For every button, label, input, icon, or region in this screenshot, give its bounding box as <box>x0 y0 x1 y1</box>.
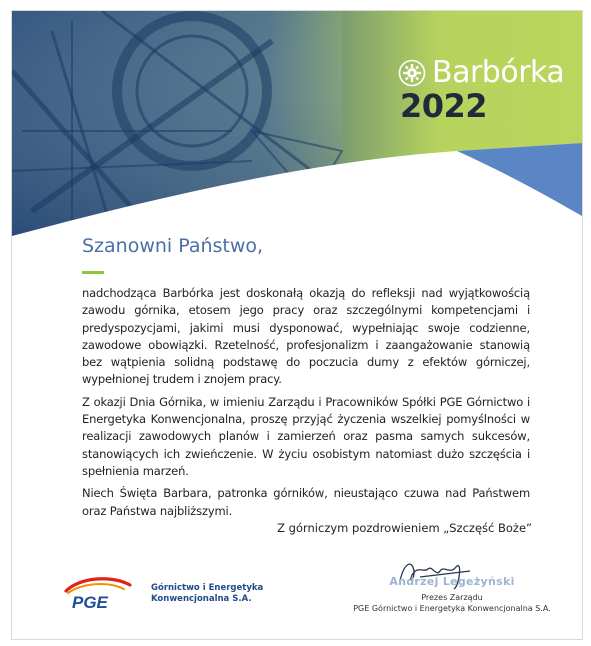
letter-closing: Z górniczym pozdrowieniem „Szczęść Boże” <box>277 521 532 535</box>
footer-company-line1: Górnictwo i Energetyka <box>151 583 264 593</box>
brand-year: 2022 <box>400 87 488 125</box>
accent-line <box>82 271 104 274</box>
gear-icon <box>398 59 426 87</box>
letter-greeting: Szanowni Państwo, <box>82 235 264 257</box>
signer-company: PGE Górnictwo i Energetyka Konwencjonalna S.A. <box>353 604 551 613</box>
letter-paragraph: Z okazji Dnia Górnika, w imieniu Zarządu i Pracowników Spółki PGE Górnictwo i Energetyka Konwencjonalna, proszę przyjąć życzenia wszelkiej pomyślności w realizacji zawodowych planów i zamierzeń oraz pasma samych sukcesów, stanowiących ich zwieńczenie. W życiu osobistym natomiast dużo szczęścia i spełnienia marzeń. <box>82 394 530 478</box>
letter-paragraph: nadchodząca Barbórka jest doskonałą okazją do refleksji nad wyjątkowością zawodu górnika, etosem jego pracy oraz szczególnymi kompetencjami i predyspozycjami, jakimi musi dysponować, wypełniając swoje codzienne, zawodowe obowiązki. Rzetelność, profesjonalizm i zaangażowanie stanowią bez wątpienia solidną podstawę do poczucia dumy z efektów górniczej, wypełnionej trudem i znojem pracy. <box>82 286 530 387</box>
footer-company-line2: Konwencjonalna S.A. <box>151 594 252 604</box>
signer-role: Prezes Zarządu <box>421 593 483 602</box>
pge-logo-text: PGE <box>72 593 108 612</box>
brand-title: Barbórka <box>432 55 565 90</box>
signer-block <box>352 575 552 614</box>
brand-heading <box>398 55 564 90</box>
header-banner <box>12 11 582 251</box>
signer-name: Andrzej Legeżyński <box>389 575 515 588</box>
footer-company <box>151 583 263 605</box>
letter-paragraph: Niech Święta Barbara, patronka górników, nieustająco czuwa nad Państwem oraz Państwa najbliższymi. <box>82 486 530 518</box>
letter-body <box>82 285 530 525</box>
pge-logo <box>60 575 140 615</box>
letter-card <box>11 10 583 640</box>
